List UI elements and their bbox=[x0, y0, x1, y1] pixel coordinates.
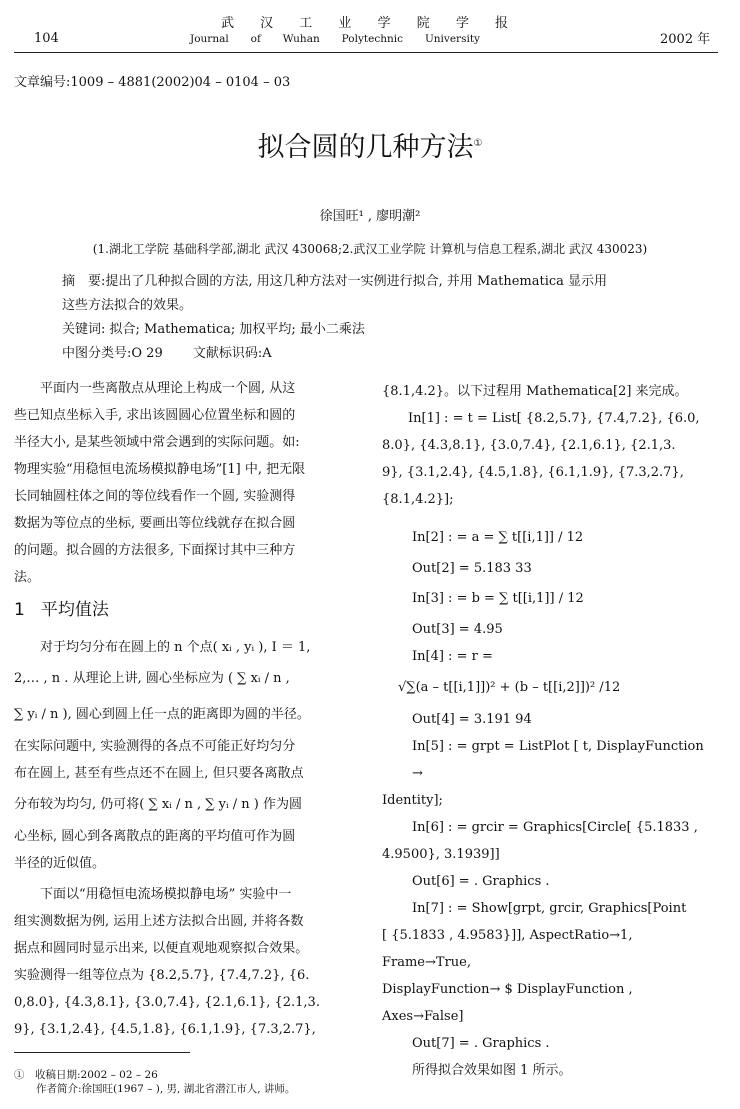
code-line: In[1] : = t = List[ {8.2,5.7}, {7.4,7.2}, {6.0, bbox=[408, 411, 700, 426]
paragraph-line: ∑ yᵢ / n ), 圆心到圆上任一点的距离即为圆的半径。 bbox=[14, 707, 310, 722]
paragraph-line: 些已知点坐标入手, 求出该圆圆心位置坐标和圆的 bbox=[14, 408, 296, 423]
code-line: Out[4] = 3.191 94 bbox=[412, 712, 532, 727]
paragraph-line: 据点和圆同时显示出来, 以便直观地观察拟合效果。 bbox=[14, 941, 309, 956]
code-line: Out[7] = . Graphics . bbox=[412, 1036, 550, 1051]
code-line: DisplayFunction→ $ DisplayFunction , Axes→False] bbox=[382, 982, 633, 1024]
paragraph-line: 心坐标, 圆心到各离散点的距离的平均值可作为圆 bbox=[14, 829, 296, 844]
page-number: 104 bbox=[34, 31, 59, 46]
paragraph-line: 数据为等位点的坐标, 要画出等位线就存在拟合圆 bbox=[14, 516, 296, 531]
journal-en-word: Polytechnic bbox=[341, 33, 403, 45]
journal-en-word: University bbox=[424, 33, 480, 45]
code-line: In[3] : = b = ∑ t[[i,1]] / 12 bbox=[412, 591, 584, 606]
code-line: 4.9500}, 3.1939]] bbox=[382, 847, 500, 862]
code-line: Out[3] = 4.95 bbox=[412, 622, 503, 637]
article-title bbox=[0, 125, 740, 164]
paragraph-line: 的问题。拟合圆的方法很多, 下面探讨其中三种方 bbox=[14, 543, 296, 558]
paragraph-line: 2,… , n . 从理论上讲, 圆心坐标应为 ( ∑ xᵢ / n , bbox=[14, 671, 290, 686]
paragraph-line: 长同轴圆柱体之间的等位线看作一个圆, 实验测得 bbox=[14, 489, 296, 504]
journal-en-word: Wuhan bbox=[282, 33, 320, 45]
journal-en-word: Journal bbox=[190, 33, 229, 45]
section-title: 平均值法 bbox=[40, 600, 109, 620]
code-line: Out[6] = . Graphics . bbox=[412, 874, 550, 889]
code-line: In[2] : = a = ∑ t[[i,1]] / 12 bbox=[412, 530, 584, 545]
header-rule bbox=[14, 52, 718, 53]
article-number: 文章编号:1009 – 4881(2002)04 – 0104 – 03 bbox=[14, 75, 291, 90]
paragraph-line: 下面以“用稳恒电流场模拟静电场” 实验中一 bbox=[40, 887, 292, 902]
footnote-bio: 作者简介:徐国旺(1967 – ), 男, 湖北省潜江市人, 讲师。 bbox=[36, 1083, 296, 1095]
right-column bbox=[382, 378, 718, 1084]
code-line: Out[2] = 5.183 33 bbox=[412, 561, 532, 576]
affiliation: (1.湖北工学院 基础科学部,湖北 武汉 430068;2.武汉工业学院 计算机与信息工程系,湖北 武汉 430023) bbox=[92, 242, 648, 256]
code-line: 9}, {3.1,2.4}, {4.5,1.8}, {6.1,1.9}, {7.3,2.7}, bbox=[382, 465, 684, 480]
footnote-received bbox=[14, 1068, 158, 1082]
code-line: In[7] : = Show[grpt, grcir, Graphics[Point bbox=[412, 901, 687, 916]
keywords: 关键词: 拟合; Mathematica; 加权平均; 最小二乘法 bbox=[62, 322, 365, 337]
journal-title-en bbox=[190, 33, 480, 45]
paragraph-line: {8.1,4.2}。以下过程用 Mathematica[2] 来完成。 bbox=[382, 384, 688, 399]
paragraph-line: 物理实验“用稳恒电流场模拟静电场”[1] 中, 把无限 bbox=[14, 462, 306, 477]
code-line: In[4] : = r = bbox=[412, 649, 493, 664]
abstract-line: 这些方法拟合的效果。 bbox=[62, 298, 193, 313]
journal-title-cn: 武 汉 工 业 学 院 学 报 bbox=[221, 16, 519, 31]
footnote-mark: ① bbox=[14, 1069, 25, 1081]
paragraph-line: 布在圆上, 甚至有些点还不在圆上, 但只要各离散点 bbox=[14, 766, 304, 781]
code-line: In[6] : = grcir = Graphics[Circle[ {5.1833 , bbox=[412, 820, 698, 835]
left-column bbox=[14, 375, 352, 1043]
paragraph-line: 对于均匀分布在圆上的 n 个点( xᵢ , yᵢ ), I ＝ 1, bbox=[40, 640, 311, 655]
paragraph-line: 组实测数据为例, 运用上述方法拟合出圆, 并将各数 bbox=[14, 914, 304, 929]
paragraph-line: 分布较为均匀, 仍可将( ∑ xᵢ / n , ∑ yᵢ / n ) 作为圆 bbox=[14, 797, 302, 812]
paragraph-line: 实验测得一组等位点为 {8.2,5.7}, {7.4,7.2}, {6. bbox=[14, 968, 310, 983]
paragraph-line: 0,8.0}, {4.3,8.1}, {3.0,7.4}, {2.1,6.1}, {2.1,3. bbox=[14, 995, 320, 1010]
abstract-line: 摘 要:提出了几种拟合圆的方法, 用这几种方法对一实例进行拟合, 并用 Mathematica 显示用 bbox=[62, 274, 608, 289]
code-line: {8.1,4.2}]; bbox=[382, 492, 454, 507]
abstract bbox=[62, 270, 682, 366]
paragraph-line: 平面内一些离散点从理论上构成一个圆, 从这 bbox=[40, 381, 296, 396]
footnote-rule bbox=[14, 1052, 190, 1053]
title-text: 拟合圆的几种方法 bbox=[257, 132, 474, 163]
title-footnote-mark: ① bbox=[473, 138, 483, 149]
classification: 中图分类号:O 29 文献标识码:A bbox=[62, 346, 272, 361]
year: 2002 年 bbox=[660, 32, 711, 47]
code-line: Identity]; bbox=[382, 793, 443, 808]
received-date: 收稿日期:2002 – 02 – 26 bbox=[35, 1069, 158, 1081]
paragraph-line: 所得拟合效果如图 1 所示。 bbox=[412, 1063, 572, 1078]
paragraph-line: 在实际问题中, 实验测得的各点不可能正好均匀分 bbox=[14, 739, 296, 754]
paragraph-line: 9}, {3.1,2.4}, {4.5,1.8}, {6.1,1.9}, {7.3,2.7}, bbox=[14, 1022, 316, 1037]
authors: 徐国旺¹ , 廖明潮² bbox=[319, 209, 421, 224]
paragraph-line: 法。 bbox=[14, 570, 41, 585]
code-line: [ {5.1833 , 4.9583}]], AspectRatio→1, Frame→True, bbox=[382, 928, 633, 970]
journal-en-word: of bbox=[250, 33, 261, 45]
section-heading bbox=[14, 597, 352, 624]
paragraph-line: 半径大小, 是某些领域中常会遇到的实际问题。如: bbox=[14, 435, 300, 450]
code-line: 8.0}, {4.3,8.1}, {3.0,7.4}, {2.1,6.1}, {2.1,3. bbox=[382, 438, 676, 453]
code-line: √∑(a – t[[i,1]])² + (b – t[[i,2]])² /12 bbox=[398, 680, 621, 695]
section-number: 1 bbox=[14, 600, 25, 620]
code-line: In[5] : = grpt = ListPlot [ t, DisplayFunction → bbox=[412, 739, 704, 781]
paragraph-line: 半径的近似值。 bbox=[14, 856, 106, 871]
